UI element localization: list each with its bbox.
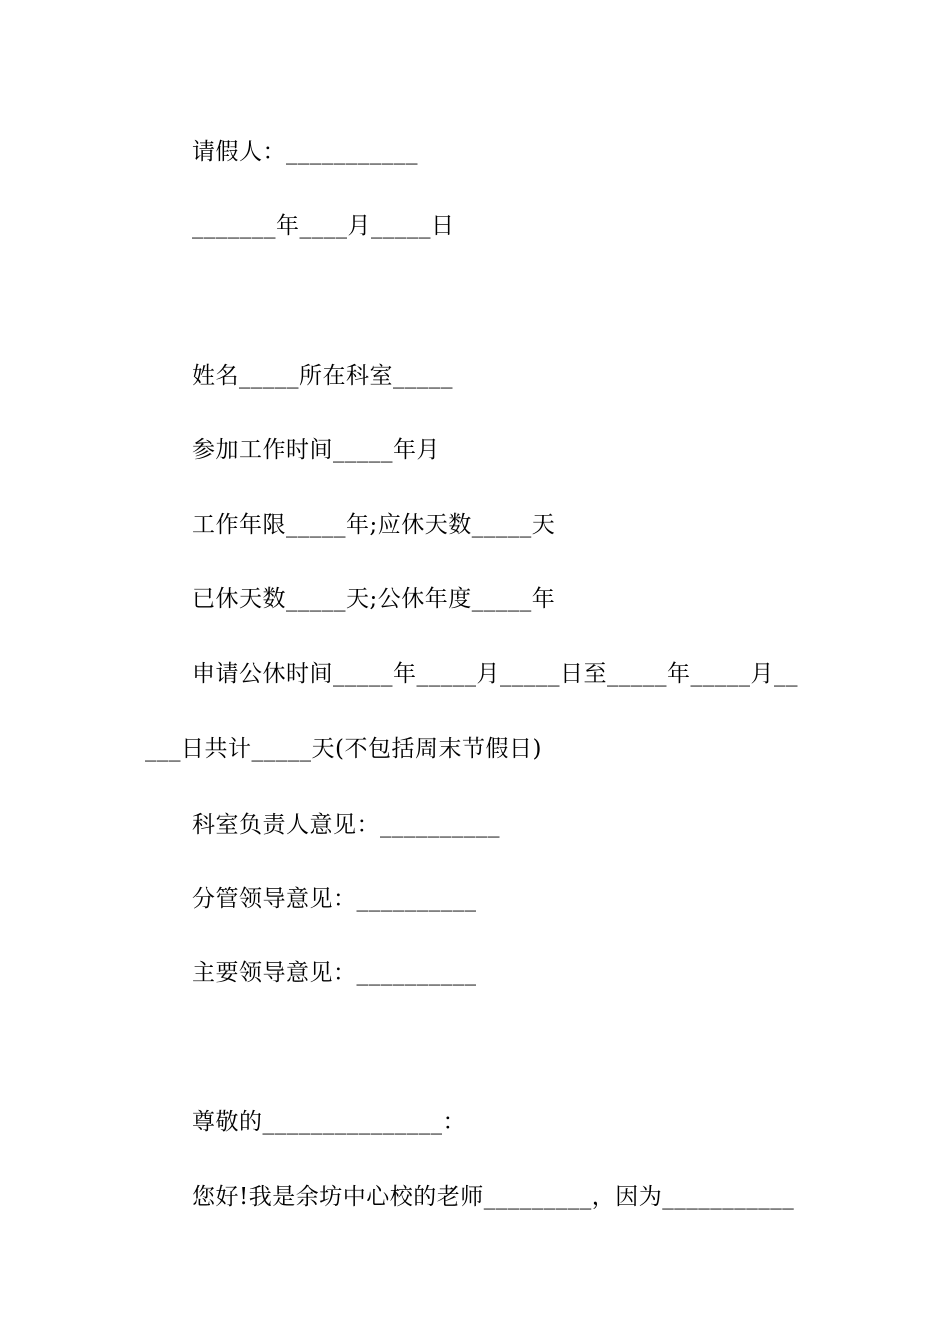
main-leader-opinion-line: 主要领导意见：__________ xyxy=(192,960,477,986)
work-start-time-line: 参加工作时间_____年月 xyxy=(192,437,440,463)
department-head-opinion-line: 科室负责人意见：__________ xyxy=(192,812,500,838)
date-line: _______年____月_____日 xyxy=(192,213,455,239)
work-years-line: 工作年限_____年;应休天数_____天 xyxy=(192,512,556,538)
leave-applicant-line: 请假人：___________ xyxy=(192,139,418,165)
leave-period-continued-line: ___日共计_____天(不包括周末节假日) xyxy=(145,736,542,762)
letter-body-line: 您好!我是余坊中心校的老师_________，因为___________ xyxy=(192,1184,795,1210)
salutation-line: 尊敬的_______________： xyxy=(192,1109,466,1135)
name-department-line: 姓名_____所在科室_____ xyxy=(192,363,453,389)
supervisor-opinion-line: 分管领导意见：__________ xyxy=(192,886,477,912)
rest-days-line: 已休天数_____天;公休年度_____年 xyxy=(192,586,556,612)
leave-period-line: 申请公休时间_____年_____月_____日至_____年_____月__ xyxy=(192,661,798,687)
